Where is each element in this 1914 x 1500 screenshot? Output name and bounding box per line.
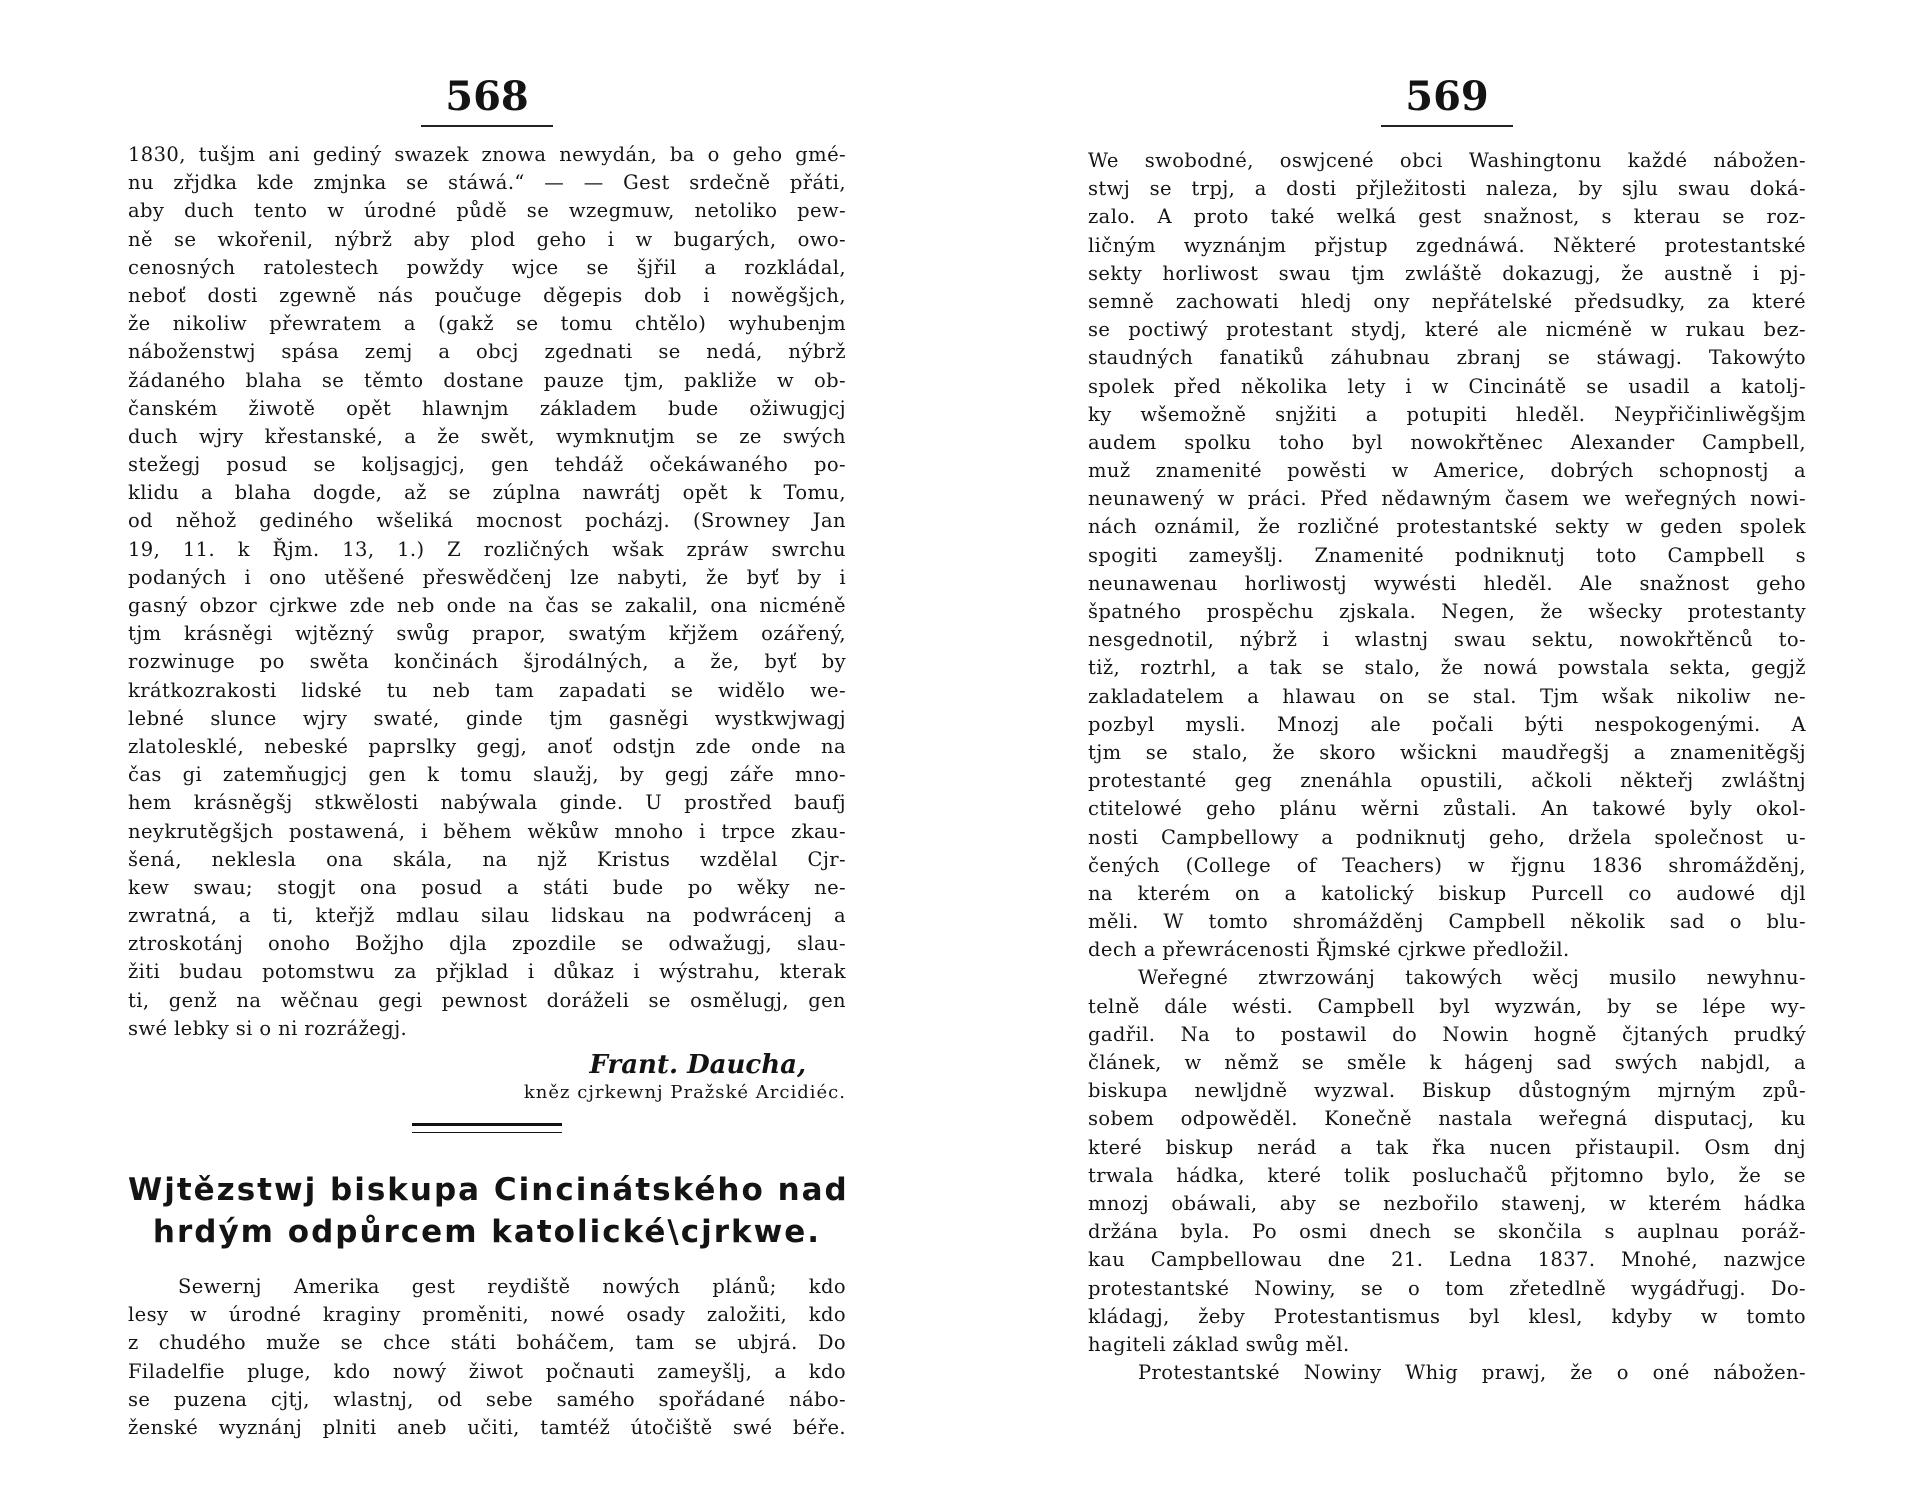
text-line: zwratná, a ti, kteřjž mdlau silau lidskau na podwrácenj a: [128, 904, 846, 928]
text-line: náboženstwj spása zemj a obcj zgednati se nedá, nýbrž: [128, 340, 846, 364]
article-title-line: hrdým odpůrcem katolické\cjrkwe.: [152, 1214, 822, 1250]
text-line: rozwinuge po swěta končinách šjrodálných, a že, byť by: [128, 650, 846, 674]
page-number-rule-right: [1381, 125, 1513, 127]
text-line: Sewernj Amerika gest reydiště nowých plánů; kdo: [178, 1275, 846, 1298]
text-line: trwala hádka, které tolik posluchačů přjtomno bylo, že se: [1088, 1163, 1806, 1187]
text-line: Protestantské Nowiny Whig prawj, že o oné nábožen-: [1138, 1361, 1806, 1385]
text-line: ky wšemožně snjžiti a potupiti hleděl. Neypřičinliwěgšjm: [1088, 402, 1806, 426]
text-line: tjm krásněgi wjtězný swůg prapor, swatým křjžem ozářený,: [128, 622, 846, 646]
text-line: protestanté geg znenáhla opustili, ačkoli někteřj zwláštnj: [1088, 769, 1806, 793]
text-line: stwj se trpj, a dosti přjležitosti naleza, by sjlu swau doká-: [1088, 177, 1806, 201]
text-line: audem spolku toho byl nowokřtěnec Alexander Campbell,: [1088, 430, 1806, 454]
text-line: Weřegné ztwrzowánj takowých wěcj musilo newyhnu-: [1138, 966, 1806, 990]
text-line: zlatolesklé, nebeské paprslky gegj, anoť odstjn zde onde na: [128, 734, 846, 758]
text-line: že nikoliw přewratem a (gakž se tomu chtělo) wyhubenjm: [128, 312, 846, 336]
text-line: aby duch tento w úrodné půdě se wzegmuw, netoliko pew-: [128, 199, 846, 223]
signature-name: Frant. Daucha,: [589, 1050, 806, 1080]
text-line: ličným wyznánjm přjstup zgednáwá. Některé protestantské: [1088, 233, 1806, 257]
text-line: nu zřjdka kde zmjnka se stáwá.“ — — Gest srdečně přáti,: [128, 171, 846, 195]
text-line: neunawený w práci. Před nědawným časem we weřegných nowi-: [1088, 487, 1806, 511]
text-line: muž znamenité powěsti w Americe, dobrých schopnostj a: [1088, 459, 1806, 483]
text-line: telně dále wésti. Campbell byl wyzwán, by se lépe wy-: [1088, 994, 1806, 1018]
text-line: měli. W tomto shromážděnj Campbell několik sad o blu-: [1088, 910, 1806, 934]
left-page: [128, 0, 849, 1442]
text-line: lesy w úrodné kraginy proměniti, nowé osady založiti, kdo: [128, 1303, 846, 1327]
text-line: čas gi zatemňugjcj gen k tomu slaužj, by gegj záře mno-: [128, 763, 846, 787]
right-page: [1088, 0, 1806, 1387]
text-line: nosti Campbellowy a podniknutj geho, držela společnost u-: [1088, 825, 1806, 849]
text-line: ně se wkořenil, nýbrž aby plod geho i w bugarých, owo-: [128, 227, 846, 251]
text-line: nách oznámil, že rozličné protestantské sekty w geden spolek: [1088, 515, 1806, 539]
text-line: nesgednotil, nýbrž i wlastnj swau sektu, nowokřtěnců to-: [1088, 628, 1806, 652]
text-line: tjm se stalo, že skoro wšickni maudřegšj a znamenitěgšj: [1088, 740, 1806, 764]
text-line: klidu a blaha dogde, až se zúplna nawrátj opět k Tomu,: [128, 481, 846, 505]
article-body: [128, 1273, 846, 1442]
text-line: ctitelowé geho plánu wěrni zůstali. An takowé byly okol-: [1088, 797, 1806, 821]
text-line: gasný obzor cjrkwe zde neb onde na čas se zakalil, ona nicméně: [128, 594, 846, 617]
text-line: špatného prospěchu zjskala. Negen, že wšecky protestanty: [1088, 600, 1806, 623]
text-line: hagiteli základ swůg měl.: [1088, 1332, 1350, 1356]
text-line: ženské wyznánj plniti aneb učiti, tamtéž útočiště swé béře.: [128, 1415, 846, 1439]
text-line: protestantské Nowiny, se o tom zřetedlně wygádřugj. Do-: [1088, 1276, 1806, 1300]
text-line: kau Campbellowau dne 21. Ledna 1837. Mnohé, nazwjce: [1088, 1248, 1806, 1272]
right-paragraph-2: [1088, 964, 1806, 1359]
text-line: stežegj posud se koljsagjcj, gen tehdáž očekáwaného po-: [128, 453, 846, 477]
section-separator: [412, 1123, 562, 1133]
text-line: neunawenau horliwostj wywésti hleděl. Ale snažnost geho: [1088, 571, 1806, 595]
text-line: zalo. A proto také welká gest snažnost, s kterau se roz-: [1088, 205, 1806, 229]
text-line: čených (College of Teachers) w řjgnu 1836 shromážděnj,: [1088, 853, 1806, 877]
text-line: podaných i ono utěšené přeswědčenj lze nabyti, že byť by i: [128, 565, 846, 589]
text-line: biskupa newljdně wyzwal. Biskup důstogným mjrným způ-: [1088, 1079, 1806, 1103]
text-line: od něhož gediného wšeliká mocnost pocházj. (Srowney Jan: [128, 509, 846, 533]
left-paragraph: [128, 141, 846, 1043]
text-line: držána byla. Po osmi dnech se skončila s auplnau poráž-: [1088, 1220, 1806, 1244]
signature-title: kněz cjrkewnj Pražské Arcidiéc.: [523, 1082, 846, 1103]
text-line: pozbyl mysli. Mnozj ale počali býti nespokogenými. A: [1088, 712, 1806, 736]
text-line: se puzena cjtj, wlastnj, od sebe samého spořádané nábo-: [128, 1387, 846, 1411]
text-line: které biskup nerád a tak řka nucen přistaupil. Osm dnj: [1088, 1135, 1806, 1159]
text-line: šená, neklesla ona skála, na njž Kristus wzdělal Cjr-: [128, 847, 846, 871]
article-title: [128, 1169, 849, 1253]
text-line: zakladatelem a hlawau on se stal. Tjm wšak nikoliw ne-: [1088, 684, 1806, 708]
right-paragraph-3: [1088, 1359, 1806, 1387]
text-line: gadřil. Na to postawil do Nowin hogně čjtaných prudký: [1088, 1022, 1806, 1046]
text-line: cenosných ratolestech powždy wjce se šjřil a rozkládal,: [128, 255, 846, 279]
text-line: hem krásněgšj stkwělosti nabýwala ginde. U prostřed baufj: [128, 791, 846, 815]
text-line: staudných fanatiků záhubnau zbranj se stáwagj. Takowýto: [1088, 346, 1806, 370]
text-line: lebné slunce wjry swaté, ginde tjm gasněgi wystkwjwagj: [128, 706, 846, 730]
text-line: semně zachowati hledj ony nepřátelské předsudky, za které: [1088, 289, 1806, 313]
text-line: tiž, roztrhl, a tak se stalo, že nowá powstala sekta, gegjž: [1088, 656, 1806, 680]
text-line: mnozj obáwali, aby se nezbořilo stawenj, w kterém hádka: [1088, 1191, 1806, 1215]
text-line: kew swau; stogjt ona posud a státi bude po wěky ne-: [128, 875, 846, 899]
text-line: spogiti zameyšlj. Znamenité podniknutj toto Campbell s: [1088, 543, 1806, 567]
text-line: neykrutěgšjch postawená, i během wěkůw mnoho i trpce zkau-: [128, 819, 846, 843]
text-line: na kterém on a katolický biskup Purcell co audowé djl: [1088, 881, 1806, 905]
text-line: čanském žiwotě opět hlawnjm základem bude ožiwugjcj: [128, 396, 846, 420]
text-line: swé lebky si o ni rozrážegj.: [128, 1016, 408, 1040]
text-line: neboť dosti zgewně nás poučuge děgepis dob i nowěgšjch,: [128, 283, 846, 307]
text-line: krátkozrakosti lidské tu neb tam zapadati se widělo we-: [128, 678, 846, 702]
text-line: z chudého muže se chce státi boháčem, tam se ubjrá. Do: [128, 1331, 846, 1355]
text-line: Filadelfie pluge, kdo nowý žiwot počnauti zameyšlj, a kdo: [128, 1359, 846, 1383]
text-line: 1830, tušjm ani gediný swazek znowa newydán, ba o geho gmé-: [128, 143, 846, 166]
text-line: žiti budau potomstwu za přjklad i důkaz i wýstrahu, kterak: [128, 960, 846, 984]
page-number-left: 568: [445, 73, 529, 120]
text-line: kládagj, žeby Protestantismus byl klesl, kdyby w tomto: [1088, 1304, 1806, 1328]
text-line: duch wjry křestanské, a že swět, wymknutjm se ze swých: [128, 424, 846, 448]
right-paragraph-1: [1088, 147, 1806, 964]
page-number-rule-left: [421, 125, 553, 127]
text-line: sobem odpowěděl. Konečně nastala weřegná disputacj, ku: [1088, 1107, 1806, 1131]
text-line: ti, genž na wěčnau gegi pewnost doráželi se osmělugj, gen: [128, 988, 846, 1012]
text-line: článek, w němž se směle k hágenj sad swých nabjdl, a: [1088, 1051, 1806, 1074]
signature-block: [128, 1049, 846, 1105]
page-number-right: 569: [1405, 73, 1489, 120]
text-line: sekty horliwost swau tjm zwláště dokazugj, že austně i pj-: [1088, 261, 1806, 285]
text-line: We swobodné, oswjcené obci Washingtonu každé nábožen-: [1088, 149, 1806, 172]
article-title-line: Wjtězstwj biskupa Cincinátského nad: [128, 1172, 849, 1208]
text-line: spolek před několika lety i w Cincinátě se usadil a katolj-: [1088, 374, 1806, 398]
text-line: žádaného blaha se těmto dostane pauze tjm, pakliže w ob-: [128, 368, 846, 392]
text-line: se poctiwý protestant stydj, které ale nicméně w rukau bez-: [1088, 318, 1806, 342]
text-line: 19, 11. k Řjm. 13, 1.) Z rozličných wšak zpráw swrchu: [128, 537, 846, 561]
text-line: ztroskotánj onoho Božjho djla zpozdile se odwažugj, slau-: [128, 932, 846, 956]
text-line: dech a přewrácenosti Řjmské cjrkwe předložil.: [1088, 938, 1570, 962]
